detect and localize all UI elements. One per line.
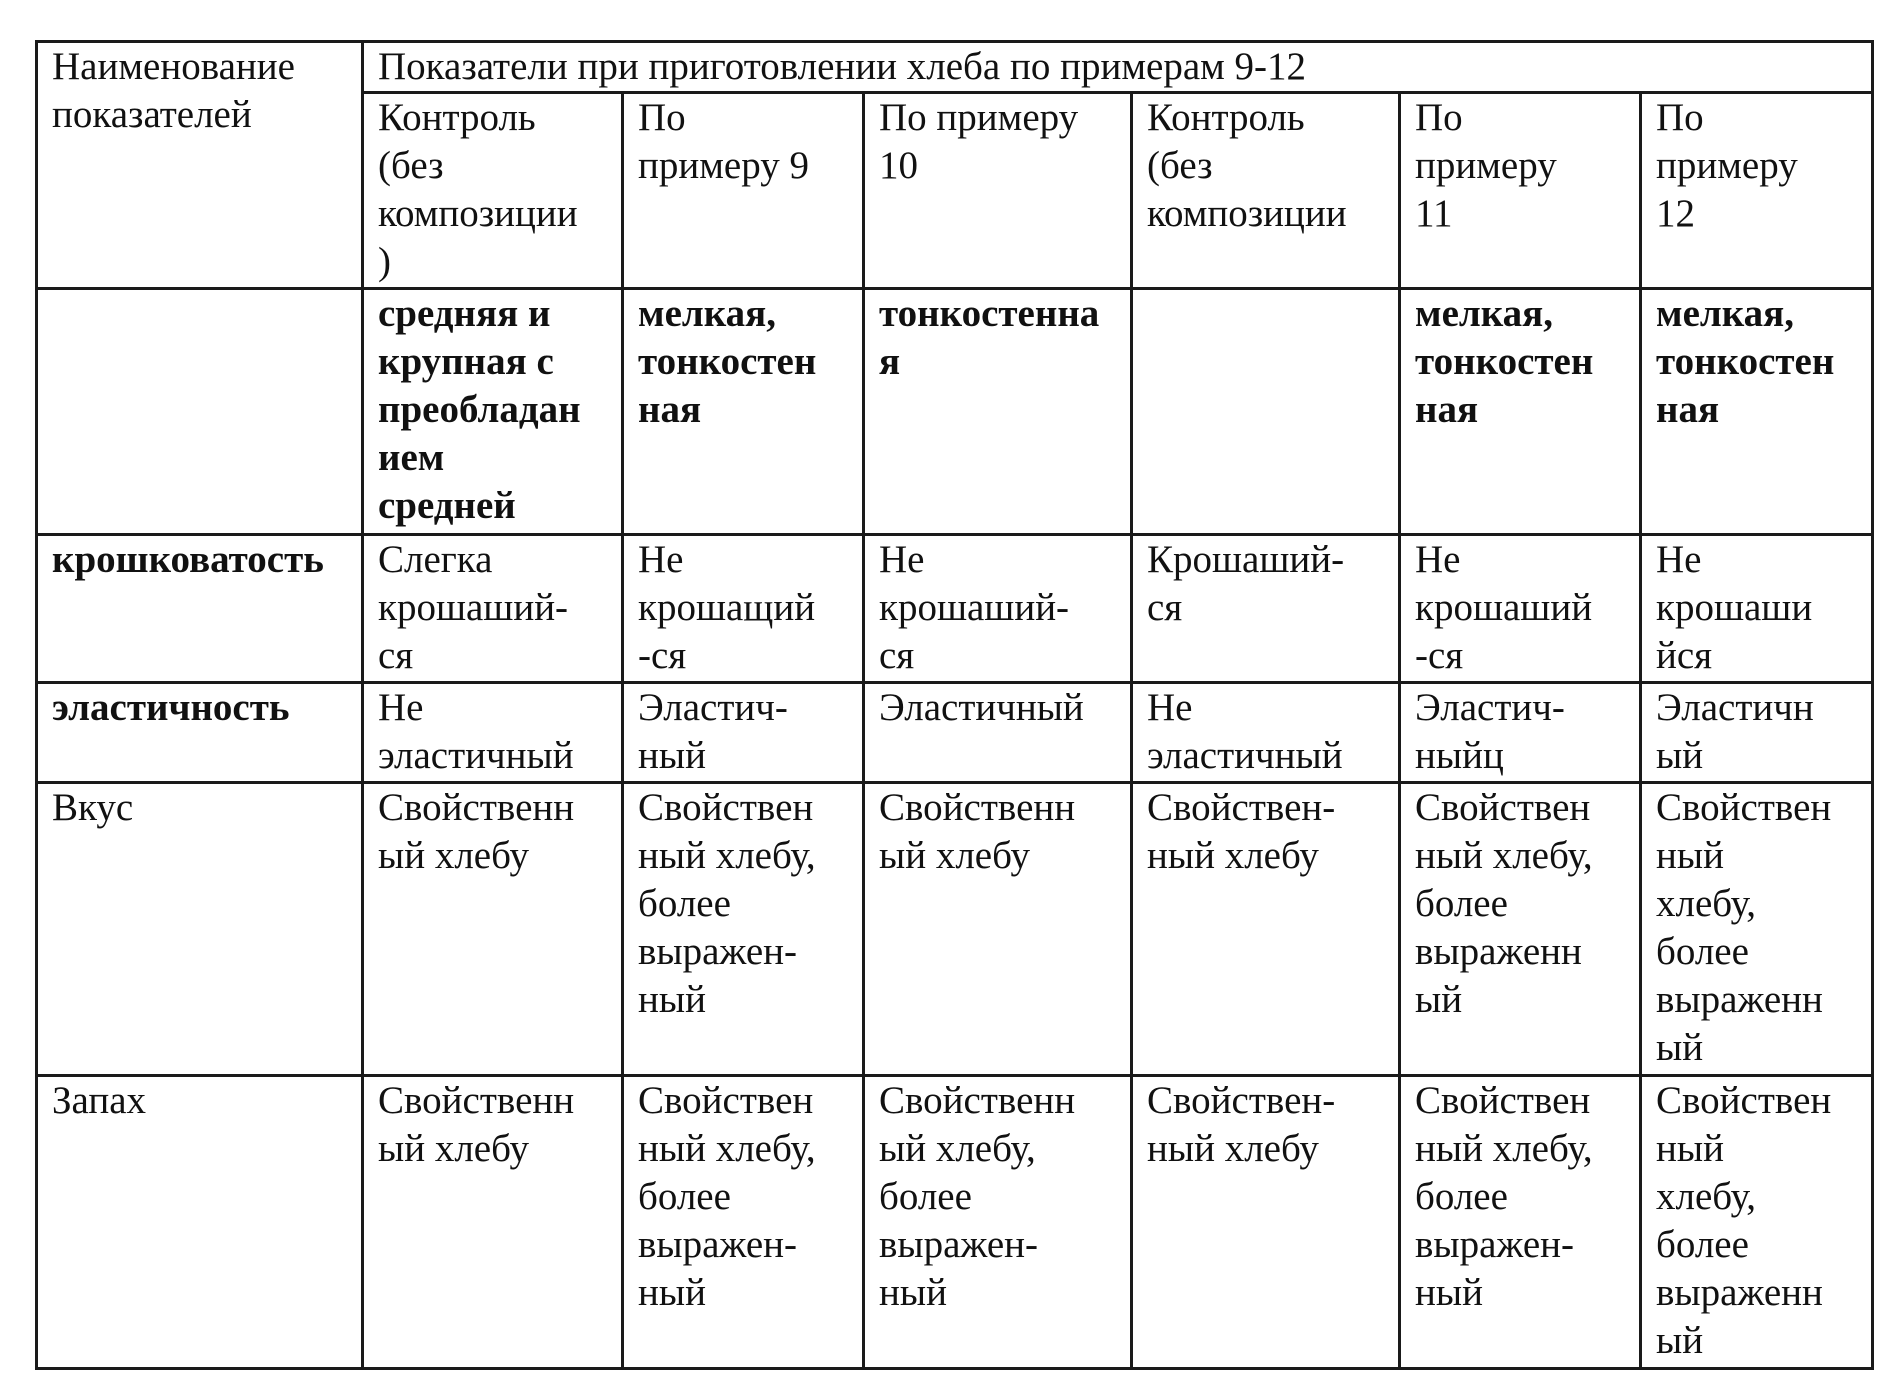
column-header [1641,93,1873,289]
table-cell [864,535,1132,683]
table-cell [623,683,864,783]
cell-value: Эластичн ый [1656,686,1814,777]
table-cell [864,1076,1132,1369]
row-name: Вкус [52,786,134,829]
cell-value: Свойственн ый хлебу [378,786,575,877]
table-cell [363,535,623,683]
table-cell [1641,683,1873,783]
table-cell [623,783,864,1076]
cell-value: Свойствен- ный хлебу [1147,786,1336,877]
cell-value: Не крошаши йся [1656,538,1813,677]
cell-value: мелкая, тонкостен ная [1415,292,1594,431]
row-name: Запах [52,1079,147,1122]
cell-value: тонкостенна я [879,292,1100,383]
cell-value: средняя и крупная с преобладан ием средней [378,292,581,527]
cell-value: Свойствен ный хлебу, более выражен- ный [1415,1079,1593,1314]
table-cell [1132,683,1400,783]
column-header [363,93,623,289]
header-name-label: Наименование показателей [52,45,295,136]
cell-value: Не крошащий -ся [638,538,816,677]
table-cell [1132,535,1400,683]
row-name-cell [37,1076,363,1369]
header-group-title: Показатели при приготовлении хлеба по примерам 9-12 [378,45,1307,88]
table-cell [1400,289,1641,535]
column-header-label: По примеру 10 [879,96,1079,187]
table-cell [1641,289,1873,535]
column-header-label: Контроль (без композиции [1147,96,1347,235]
table-cell [1132,1076,1400,1369]
cell-value: Не эластичный [1147,686,1343,777]
cell-value: мелкая, тонкостен ная [638,292,817,431]
header-group-cell [363,42,1873,93]
row-name-cell [37,535,363,683]
table-cell [864,683,1132,783]
cell-value: Свойственн ый хлебу, более выражен- ный [879,1079,1076,1314]
table-cell [363,683,623,783]
table-cell [1400,535,1641,683]
table-cell [363,1076,623,1369]
table-cell [1132,783,1400,1076]
table-row [37,783,1873,1076]
bread-indicators-table [35,40,1874,1370]
table-cell [1400,683,1641,783]
table-cell [1641,535,1873,683]
row-name: эластичность [52,686,290,729]
column-header [864,93,1132,289]
cell-value: Свойствен ный хлебу, более выраженн ый [1656,786,1832,1069]
cell-value: Эластич- ный [638,686,788,777]
table-row [37,1076,1873,1369]
column-header-label: По примеру 9 [638,96,809,187]
table-cell [363,289,623,535]
row-name-cell [37,289,363,535]
table-cell [623,1076,864,1369]
column-header [1132,93,1400,289]
cell-value: Свойствен ный хлебу, более выраженн ый [1656,1079,1832,1362]
cell-value: Свойствен ный хлебу, более выражен- ный [638,1079,816,1314]
table-row [37,289,1873,535]
cell-value: Свойственн ый хлебу [879,786,1076,877]
table-cell [1400,1076,1641,1369]
cell-value: Свойствен ный хлебу, более выражен- ный [638,786,816,1021]
column-header-label: Контроль (без композиции ) [378,96,578,283]
cell-value: Свойственн ый хлебу [378,1079,575,1170]
table-cell [623,535,864,683]
cell-value: Крошаший- ся [1147,538,1345,629]
table-cell [363,783,623,1076]
cell-value: Не эластичный [378,686,574,777]
row-name-cell [37,783,363,1076]
cell-value: Эластич- ныйц [1415,686,1565,777]
table-row [37,683,1873,783]
table-cell [623,289,864,535]
cell-value: Не крошаший- ся [879,538,1070,677]
table-cell [864,783,1132,1076]
cell-value: Слегка крошаший- ся [378,538,569,677]
column-header-label: По примеру 11 [1415,96,1557,235]
row-name: крошковатость [52,538,324,581]
cell-value: Эластичный [879,686,1084,729]
header-row-group [37,42,1873,93]
table-row [37,535,1873,683]
cell-value: Свойствен- ный хлебу [1147,1079,1336,1170]
table-cell [1132,289,1400,535]
column-header-label: По примеру 12 [1656,96,1798,235]
column-header [1400,93,1641,289]
cell-value: Не крошаший -ся [1415,538,1593,677]
table-cell [864,289,1132,535]
table-cell [1400,783,1641,1076]
cell-value: Свойствен ный хлебу, более выраженн ый [1415,786,1593,1021]
table-cell [1641,1076,1873,1369]
cell-value: мелкая, тонкостен ная [1656,292,1835,431]
row-name-cell [37,683,363,783]
table-cell [1641,783,1873,1076]
header-name-cell [37,42,363,289]
column-header [623,93,864,289]
